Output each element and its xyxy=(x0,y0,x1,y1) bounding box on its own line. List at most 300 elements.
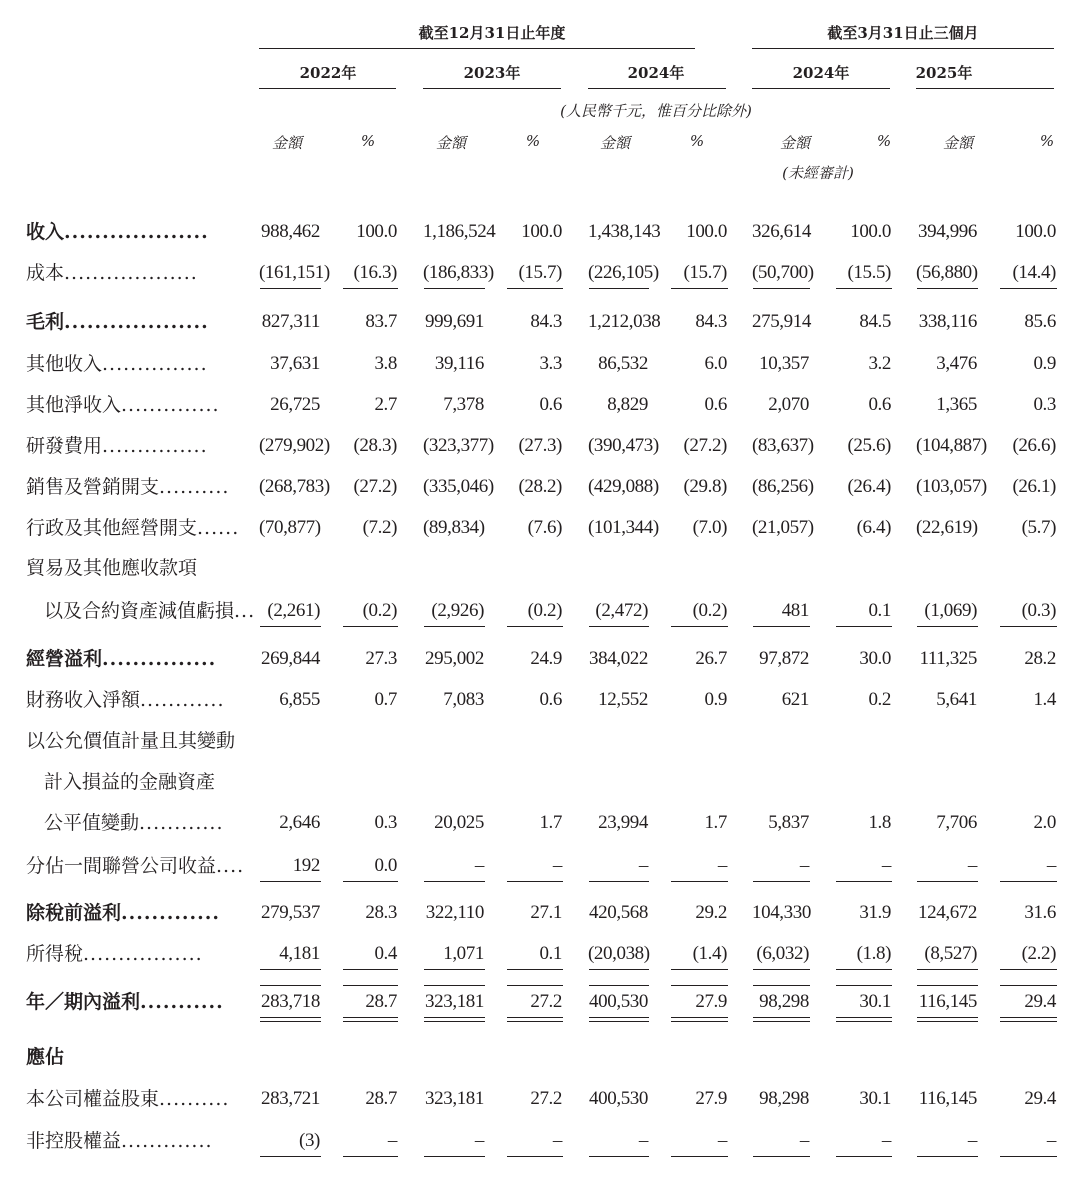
amount-cell: (186,833) xyxy=(423,262,494,283)
amount-cell: 621 xyxy=(781,689,809,710)
underline xyxy=(1000,288,1057,289)
leader-dots: ............... xyxy=(102,435,208,457)
leader-dots: .............. xyxy=(121,394,220,416)
percent-cell: (25.6) xyxy=(847,435,891,456)
percent-cell: 84.3 xyxy=(695,311,727,332)
amount-cell: 323,181 xyxy=(425,1088,484,1109)
underline xyxy=(836,969,892,970)
amount-cell: 86,532 xyxy=(598,353,648,374)
percent-cell: 29.4 xyxy=(1024,1088,1056,1109)
underline xyxy=(836,626,892,627)
underline xyxy=(753,985,810,986)
percent-cell: 0.3 xyxy=(1033,394,1056,415)
amount-cell: 39,116 xyxy=(434,353,484,374)
underline xyxy=(1000,1017,1057,1018)
percent-cell: 100.0 xyxy=(850,221,891,242)
percent-cell: (0.3) xyxy=(1021,600,1056,621)
underline xyxy=(343,288,398,289)
underline xyxy=(424,881,485,882)
leader-dots: ................. xyxy=(83,943,203,965)
percent-cell: 0.6 xyxy=(868,394,891,415)
underline xyxy=(589,1017,649,1018)
percent-cell: 2.0 xyxy=(1033,812,1056,833)
underline xyxy=(507,1017,563,1018)
percent-cell: 29.2 xyxy=(695,902,727,923)
header-year-group: 截至12月31日止年度 xyxy=(418,24,566,42)
underline xyxy=(836,1021,892,1022)
amount-cell: (103,057) xyxy=(916,476,987,497)
amount-cell: 10,357 xyxy=(759,353,809,374)
leader-dots: ............... xyxy=(102,353,208,375)
row-label xyxy=(26,310,209,334)
leader-dots: ............. xyxy=(121,1130,213,1152)
amount-cell: (101,344) xyxy=(588,517,659,538)
leader-dots: ............... xyxy=(102,648,217,670)
amount-cell: (70,877) xyxy=(259,517,321,538)
underline xyxy=(917,881,978,882)
amount-cell: (1,069) xyxy=(924,600,977,621)
header-rule xyxy=(752,48,1054,49)
percent-cell: 85.6 xyxy=(1024,311,1056,332)
leader-dots: ............ xyxy=(139,812,224,834)
percent-cell: 0.6 xyxy=(539,689,562,710)
percent-cell: 0.0 xyxy=(374,855,397,876)
percent-cell: (14.4) xyxy=(1012,262,1056,283)
percent-cell: (0.2) xyxy=(527,600,562,621)
row-label xyxy=(26,352,208,376)
underline xyxy=(507,626,563,627)
percent-cell: 1.8 xyxy=(868,812,891,833)
underline xyxy=(260,288,321,289)
percent-cell: (0.2) xyxy=(362,600,397,621)
col-percent: % xyxy=(525,132,541,150)
underline xyxy=(671,1021,728,1022)
amount-cell: 269,844 xyxy=(261,648,320,669)
percent-cell: (29.8) xyxy=(683,476,727,497)
amount-cell: (390,473) xyxy=(588,435,659,456)
underline xyxy=(1000,969,1057,970)
leader-dots: ................... xyxy=(64,221,209,243)
amount-cell: (323,377) xyxy=(423,435,494,456)
percent-cell: 28.7 xyxy=(365,991,397,1012)
amount-cell: – xyxy=(638,855,648,876)
underline xyxy=(589,985,649,986)
percent-cell: (7.2) xyxy=(362,517,397,538)
underline xyxy=(507,288,563,289)
leader-dots: ............. xyxy=(121,902,221,924)
underline xyxy=(917,626,978,627)
underline xyxy=(836,288,892,289)
header-rule xyxy=(259,48,695,49)
row-label-text: 成本 xyxy=(26,262,65,284)
amount-cell: – xyxy=(799,1130,809,1151)
underline xyxy=(753,881,810,882)
year-2025-q1: 2025年 xyxy=(915,64,973,82)
underline xyxy=(753,969,810,970)
underline xyxy=(507,881,563,882)
amount-cell: 5,641 xyxy=(936,689,977,710)
row-label-text: 其他收入 xyxy=(26,353,103,375)
amount-cell: (3) xyxy=(299,1130,320,1151)
amount-cell: 275,914 xyxy=(752,311,811,332)
underline xyxy=(589,881,649,882)
amount-cell: (161,151) xyxy=(259,262,330,283)
amount-cell: (268,783) xyxy=(259,476,330,497)
underline xyxy=(260,1017,321,1018)
underline xyxy=(671,969,728,970)
percent-cell: 0.1 xyxy=(539,943,562,964)
year-rule xyxy=(752,88,890,89)
underline xyxy=(424,1156,485,1157)
percent-cell: (27.3) xyxy=(518,435,562,456)
percent-cell: 1.7 xyxy=(704,812,727,833)
percent-cell: – xyxy=(1046,1130,1056,1151)
amount-cell: 384,022 xyxy=(589,648,648,669)
underline xyxy=(671,881,728,882)
year-rule xyxy=(423,88,561,89)
percent-cell: 3.3 xyxy=(539,353,562,374)
percent-cell: (28.2) xyxy=(518,476,562,497)
percent-cell: – xyxy=(1046,855,1056,876)
amount-cell: 326,614 xyxy=(752,221,811,242)
row-label-text: 其他淨收入 xyxy=(26,394,122,416)
leader-dots: .... xyxy=(216,855,245,877)
percent-cell: 27.3 xyxy=(365,648,397,669)
underline xyxy=(424,1021,485,1022)
amount-cell: (2,926) xyxy=(431,600,484,621)
underline xyxy=(507,985,563,986)
percent-cell: 100.0 xyxy=(521,221,562,242)
amount-cell: (83,637) xyxy=(752,435,814,456)
percent-cell: 1.7 xyxy=(539,812,562,833)
amount-cell: (20,038) xyxy=(588,943,650,964)
underline xyxy=(753,1017,810,1018)
amount-cell: 827,311 xyxy=(261,311,320,332)
amount-cell: 7,083 xyxy=(443,689,484,710)
year-rule xyxy=(588,88,726,89)
underline xyxy=(671,626,728,627)
col-percent: % xyxy=(360,132,376,150)
percent-cell: – xyxy=(881,1130,891,1151)
percent-cell: – xyxy=(717,855,727,876)
col-amount: 金額 xyxy=(271,134,303,152)
underline xyxy=(671,288,728,289)
underline xyxy=(917,985,978,986)
leader-dots: ............ xyxy=(140,689,225,711)
amount-cell: (50,700) xyxy=(752,262,814,283)
underline xyxy=(753,288,810,289)
percent-cell: 27.9 xyxy=(695,1088,727,1109)
percent-cell: 0.9 xyxy=(1033,353,1056,374)
amount-cell: 1,438,143 xyxy=(588,221,661,242)
row-label-text: 財務收入淨額 xyxy=(26,689,141,711)
col-percent: % xyxy=(876,132,892,150)
row-label-text: 分佔一間聯營公司收益 xyxy=(26,855,217,877)
underline xyxy=(343,626,398,627)
leader-dots: .......... xyxy=(159,1088,230,1110)
amount-cell: 23,994 xyxy=(598,812,648,833)
underline xyxy=(260,626,321,627)
percent-cell: – xyxy=(552,1130,562,1151)
percent-cell: – xyxy=(881,855,891,876)
percent-cell: 84.5 xyxy=(859,311,891,332)
row-label xyxy=(44,811,224,835)
amount-cell: – xyxy=(638,1130,648,1151)
leader-dots: .......... xyxy=(159,476,230,498)
leader-dots: ................... xyxy=(64,262,198,284)
row-label xyxy=(26,1045,64,1069)
amount-cell: 323,181 xyxy=(425,991,484,1012)
row-label-text: 貿易及其他應收款項 xyxy=(26,557,198,579)
row-label-text: 本公司權益股東 xyxy=(26,1088,160,1110)
percent-cell: (27.2) xyxy=(353,476,397,497)
percent-cell: 0.6 xyxy=(704,394,727,415)
row-label xyxy=(26,901,220,925)
amount-cell: 8,829 xyxy=(607,394,648,415)
underline xyxy=(753,626,810,627)
underline xyxy=(507,969,563,970)
percent-cell: (5.7) xyxy=(1021,517,1056,538)
percent-cell: (26.1) xyxy=(1012,476,1056,497)
row-label xyxy=(26,942,203,966)
col-amount: 金額 xyxy=(599,134,631,152)
amount-cell: – xyxy=(967,1130,977,1151)
row-label-text: 非控股權益 xyxy=(26,1130,122,1152)
underline xyxy=(589,969,649,970)
underline xyxy=(424,288,485,289)
underline xyxy=(260,969,321,970)
amount-cell: 2,646 xyxy=(279,812,320,833)
underline xyxy=(589,1021,649,1022)
amount-cell: (226,105) xyxy=(588,262,659,283)
row-label-text: 計入損益的金融資產 xyxy=(44,771,216,793)
percent-cell: (1.8) xyxy=(856,943,891,964)
amount-cell: 192 xyxy=(292,855,320,876)
amount-cell: 2,070 xyxy=(768,394,809,415)
percent-cell: – xyxy=(717,1130,727,1151)
amount-cell: (8,527) xyxy=(924,943,977,964)
percent-cell: – xyxy=(387,1130,397,1151)
underline xyxy=(1000,626,1057,627)
amount-cell: – xyxy=(474,855,484,876)
underline xyxy=(507,1021,563,1022)
percent-cell: 6.0 xyxy=(704,353,727,374)
percent-cell: 27.9 xyxy=(695,991,727,1012)
amount-cell: 4,181 xyxy=(279,943,320,964)
row-label xyxy=(26,729,235,753)
underline xyxy=(836,1156,892,1157)
amount-cell: 26,725 xyxy=(270,394,320,415)
percent-cell: 28.3 xyxy=(365,902,397,923)
percent-cell: 0.1 xyxy=(868,600,891,621)
amount-cell: 1,071 xyxy=(443,943,484,964)
row-label-text: 公平值變動 xyxy=(44,812,140,834)
amount-cell: 295,002 xyxy=(425,648,484,669)
percent-cell: 0.4 xyxy=(374,943,397,964)
underline xyxy=(424,985,485,986)
underline xyxy=(343,985,398,986)
percent-cell: 27.2 xyxy=(530,991,562,1012)
percent-cell: 31.9 xyxy=(859,902,891,923)
percent-cell: (1.4) xyxy=(692,943,727,964)
amount-cell: – xyxy=(967,855,977,876)
amount-cell: 1,186,524 xyxy=(423,221,496,242)
row-label-text: 以公允價值計量且其變動 xyxy=(26,730,236,752)
underline xyxy=(671,985,728,986)
percent-cell: 0.9 xyxy=(704,689,727,710)
row-label xyxy=(26,556,197,580)
row-label xyxy=(26,688,225,712)
percent-cell: 31.6 xyxy=(1024,902,1056,923)
percent-cell: 3.8 xyxy=(374,353,397,374)
year-2023: 2023年 xyxy=(463,64,521,82)
header-quarter-group: 截至3月31日止三個月 xyxy=(827,24,979,42)
amount-cell: (429,088) xyxy=(588,476,659,497)
amount-cell: 283,718 xyxy=(261,991,320,1012)
unaudited-note: (未經審計) xyxy=(782,164,854,182)
percent-cell: 30.1 xyxy=(859,991,891,1012)
percent-cell: 1.4 xyxy=(1033,689,1056,710)
amount-cell: (56,880) xyxy=(916,262,978,283)
leader-dots: ................... xyxy=(64,311,209,333)
percent-cell: 24.9 xyxy=(530,648,562,669)
underline xyxy=(507,1156,563,1157)
row-label-text: 研發費用 xyxy=(26,435,103,457)
row-label xyxy=(26,220,209,244)
amount-cell: 279,537 xyxy=(261,902,320,923)
percent-cell: 28.7 xyxy=(365,1088,397,1109)
percent-cell: 27.2 xyxy=(530,1088,562,1109)
percent-cell: 84.3 xyxy=(530,311,562,332)
percent-cell: (7.0) xyxy=(692,517,727,538)
underline xyxy=(836,881,892,882)
amount-cell: 7,706 xyxy=(936,812,977,833)
percent-cell: 3.2 xyxy=(868,353,891,374)
amount-cell: 7,378 xyxy=(443,394,484,415)
amount-cell: (21,057) xyxy=(752,517,814,538)
row-label-text: 應佔 xyxy=(26,1046,65,1068)
col-percent: % xyxy=(689,132,705,150)
amount-cell: (89,834) xyxy=(423,517,485,538)
amount-cell: 124,672 xyxy=(918,902,977,923)
amount-cell: 5,837 xyxy=(768,812,809,833)
row-label-text: 行政及其他經營開支 xyxy=(26,517,198,539)
row-label xyxy=(26,1129,213,1153)
row-label-text: 年／期內溢利 xyxy=(26,991,141,1013)
year-2022: 2022年 xyxy=(299,64,357,82)
percent-cell: 26.7 xyxy=(695,648,727,669)
percent-cell: 100.0 xyxy=(1015,221,1056,242)
amount-cell: (335,046) xyxy=(423,476,494,497)
amount-cell: 111,325 xyxy=(919,648,977,669)
amount-cell: (86,256) xyxy=(752,476,814,497)
amount-cell: 1,365 xyxy=(936,394,977,415)
row-label xyxy=(26,990,224,1014)
row-label xyxy=(26,854,244,878)
underline xyxy=(589,288,649,289)
underline xyxy=(260,881,321,882)
amount-cell: (22,619) xyxy=(916,517,978,538)
underline xyxy=(1000,1021,1057,1022)
underline xyxy=(671,1017,728,1018)
row-label xyxy=(44,599,255,623)
underline xyxy=(260,1156,321,1157)
row-label xyxy=(26,434,208,458)
amount-cell: (6,032) xyxy=(756,943,809,964)
amount-cell: 481 xyxy=(781,600,809,621)
underline xyxy=(836,1017,892,1018)
underline xyxy=(917,1021,978,1022)
underline xyxy=(424,1017,485,1018)
row-label xyxy=(26,393,220,417)
row-label xyxy=(26,1087,229,1111)
percent-cell: (16.3) xyxy=(353,262,397,283)
percent-cell: (27.2) xyxy=(683,435,727,456)
row-label-text: 除稅前溢利 xyxy=(26,902,122,924)
amount-cell: 20,025 xyxy=(434,812,484,833)
col-percent: % xyxy=(1039,132,1055,150)
amount-cell: 420,568 xyxy=(589,902,648,923)
currency-note: (人民幣千元，惟百分比除外) xyxy=(560,102,752,120)
amount-cell: – xyxy=(799,855,809,876)
amount-cell: 283,721 xyxy=(261,1088,320,1109)
amount-cell: 988,462 xyxy=(261,221,320,242)
percent-cell: 0.6 xyxy=(539,394,562,415)
row-label xyxy=(26,475,229,499)
underline xyxy=(343,1017,398,1018)
underline xyxy=(836,985,892,986)
amount-cell: 98,298 xyxy=(759,1088,809,1109)
percent-cell: 30.1 xyxy=(859,1088,891,1109)
underline xyxy=(1000,985,1057,986)
percent-cell: 100.0 xyxy=(686,221,727,242)
amount-cell: 322,110 xyxy=(425,902,484,923)
year-rule xyxy=(259,88,396,89)
row-label-text: 所得稅 xyxy=(26,943,84,965)
row-label xyxy=(26,261,198,285)
percent-cell: 28.2 xyxy=(1024,648,1056,669)
amount-cell: (2,261) xyxy=(267,600,320,621)
amount-cell: 104,330 xyxy=(752,902,811,923)
amount-cell: 12,552 xyxy=(598,689,648,710)
underline xyxy=(1000,881,1057,882)
percent-cell: 0.2 xyxy=(868,689,891,710)
leader-dots: ...... xyxy=(197,517,240,539)
leader-dots: ........... xyxy=(140,991,224,1013)
underline xyxy=(424,626,485,627)
amount-cell: 98,298 xyxy=(759,991,809,1012)
row-label xyxy=(44,770,215,794)
col-amount: 金額 xyxy=(942,134,974,152)
percent-cell: (28.3) xyxy=(353,435,397,456)
percent-cell: 83.7 xyxy=(365,311,397,332)
amount-cell: 3,476 xyxy=(936,353,977,374)
underline xyxy=(671,1156,728,1157)
row-label xyxy=(26,516,239,540)
row-label-text: 毛利 xyxy=(26,311,65,333)
percent-cell: (0.2) xyxy=(692,600,727,621)
amount-cell: 400,530 xyxy=(589,1088,648,1109)
year-rule xyxy=(916,88,1054,89)
row-label-text: 以及合約資產減值虧損 xyxy=(44,600,235,622)
amount-cell: 1,212,038 xyxy=(588,311,661,332)
row-label-text: 經營溢利 xyxy=(26,648,103,670)
amount-cell: 338,116 xyxy=(918,311,977,332)
underline xyxy=(589,626,649,627)
percent-cell: 0.3 xyxy=(374,812,397,833)
percent-cell: (15.7) xyxy=(683,262,727,283)
amount-cell: 97,872 xyxy=(759,648,809,669)
